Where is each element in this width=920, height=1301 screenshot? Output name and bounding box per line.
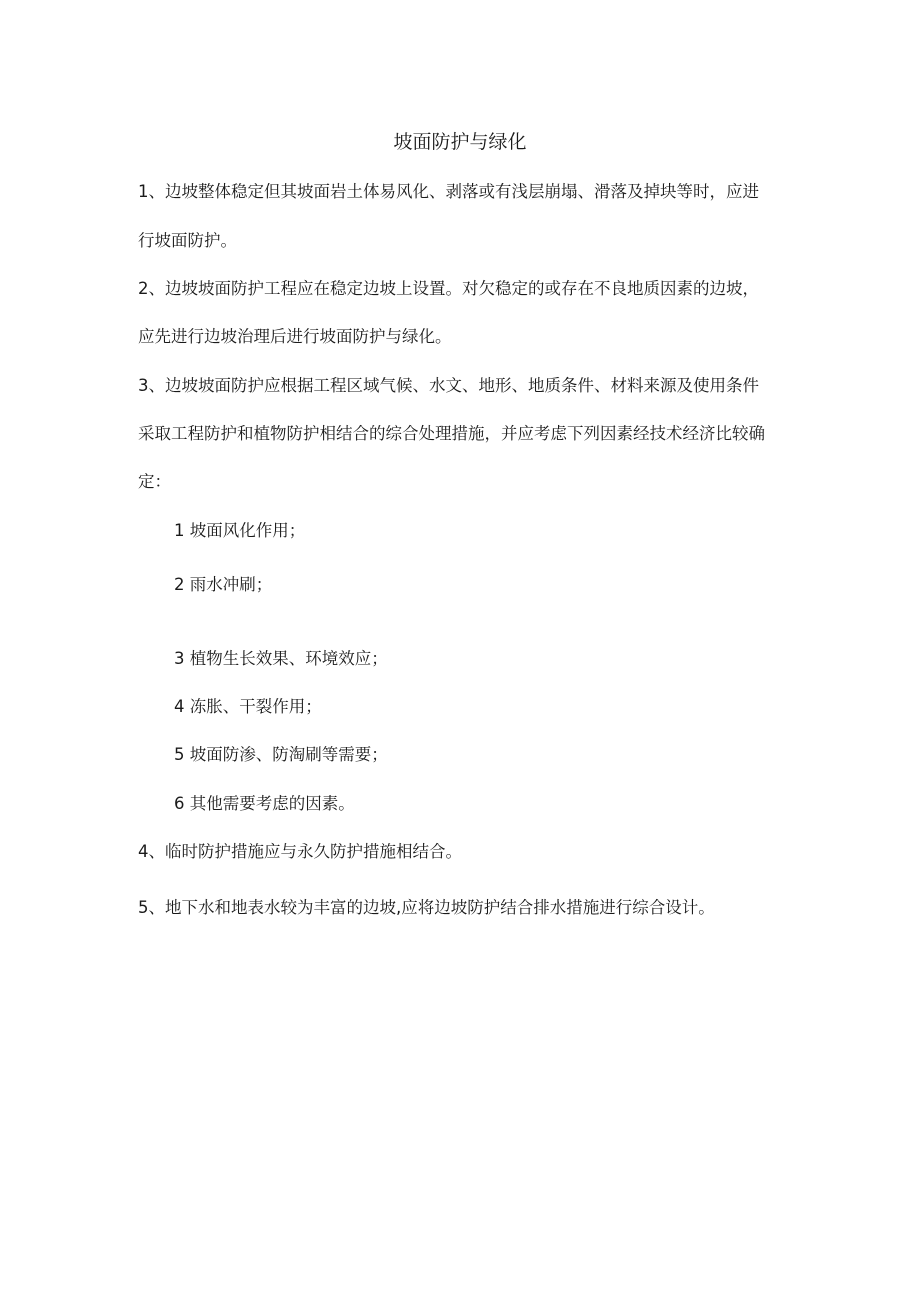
factor-item: 6 其他需要考虑的因素。	[174, 794, 355, 813]
factor-item: 5 坡面防渗、防淘刷等需要；	[174, 745, 388, 764]
paragraph-line: 5、地下水和地表水较为丰富的边坡,应将边坡防护结合排水措施进行综合设计。	[138, 898, 715, 917]
paragraph-line: 定：	[138, 472, 171, 491]
factor-item: 2 雨水冲刷；	[174, 575, 273, 594]
factor-item: 1 坡面风化作用；	[174, 521, 306, 540]
paragraph-line: 1、边坡整体稳定但其坡面岩土体易风化、剥落或有浅层崩塌、滑落及掉块等时，应进	[138, 182, 759, 201]
paragraph-line: 3、边坡坡面防护应根据工程区域气候、水文、地形、地质条件、材料来源及使用条件	[138, 376, 759, 395]
paragraph-line: 4、临时防护措施应与永久防护措施相结合。	[138, 842, 462, 861]
paragraph-line: 应先进行边坡治理后进行坡面防护与绿化。	[138, 327, 452, 346]
paragraph-line: 行坡面防护。	[138, 231, 237, 250]
paragraph-line: 采取工程防护和植物防护相结合的综合处理措施，并应考虑下列因素经技术经济比较确	[138, 424, 765, 443]
paragraph-line: 2、边坡坡面防护工程应在稳定边坡上设置。对欠稳定的或存在不良地质因素的边坡，	[138, 279, 759, 298]
factor-item: 4 冻胀、干裂作用；	[174, 697, 322, 716]
page-title: 坡面防护与绿化	[393, 131, 527, 153]
factor-item: 3 植物生长效果、环境效应；	[174, 649, 388, 668]
